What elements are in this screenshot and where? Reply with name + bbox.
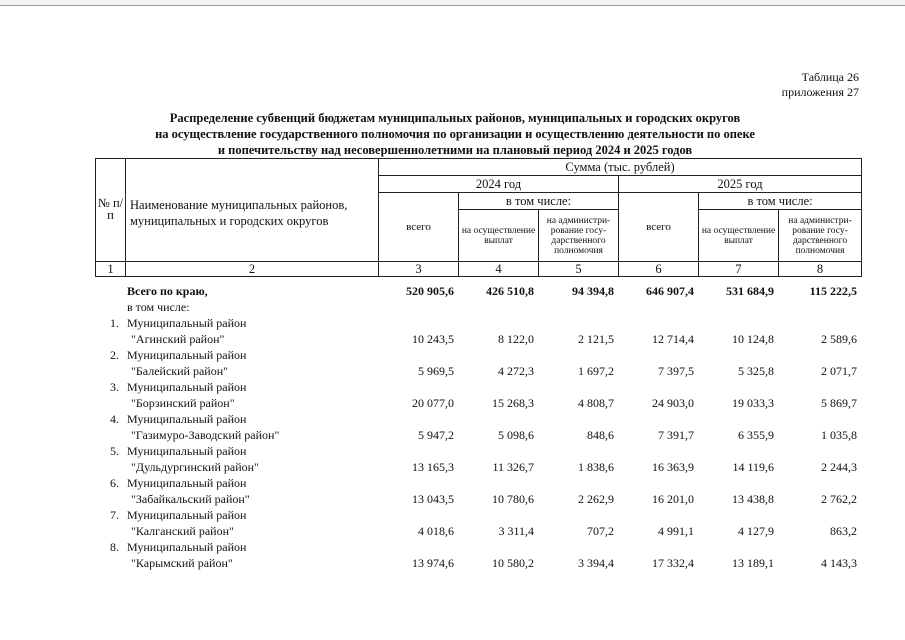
district-type: Муниципальный район <box>127 540 247 554</box>
cell-value: 707,2 <box>587 524 614 538</box>
table-row <box>95 315 861 331</box>
title-line-1: Распределение субвенций бюджетам муниципальных районов, муниципальных и городских округов <box>169 111 741 125</box>
cell-value: 3 394,4 <box>578 556 614 570</box>
table-caption <box>782 70 859 100</box>
cell-value: 5 947,2 <box>418 428 454 442</box>
cell-value: 17 332,4 <box>652 556 694 570</box>
title-line-2: на осуществление государственного полномочия по организации и осуществлению деятельности по опеке <box>155 127 755 141</box>
cell-value: 5 098,6 <box>498 428 534 442</box>
cell-value: 1 697,2 <box>578 364 614 378</box>
table-body <box>95 283 861 315</box>
header-total-2024: всего <box>379 193 459 262</box>
cell-value: 16 201,0 <box>652 492 694 506</box>
cell-value: 13 189,1 <box>732 556 774 570</box>
district-name: "Калганский район" <box>131 524 234 538</box>
header-year-2024: 2024 год <box>379 176 619 193</box>
header-incl-2024: в том числе: <box>459 193 619 210</box>
subsidy-table <box>95 158 861 571</box>
cell-value: 13 438,8 <box>732 492 774 506</box>
cell-value: 20 077,0 <box>412 396 454 410</box>
total-value: 531 684,9 <box>726 284 774 298</box>
header-admin-2025: на администри-рование госу-дарственного полномочия <box>779 210 862 262</box>
caption-appendix: приложения 27 <box>781 85 859 99</box>
table-row <box>95 379 861 395</box>
cell-value: 10 780,6 <box>492 492 534 506</box>
header-num: № п/п <box>96 159 126 262</box>
cell-value: 4 808,7 <box>578 396 614 410</box>
cell-value: 7 397,5 <box>658 364 694 378</box>
district-name: "Карымский район" <box>131 556 233 570</box>
cell-value: 19 033,3 <box>732 396 774 410</box>
table-row <box>95 363 861 379</box>
cell-value: 13 043,5 <box>412 492 454 506</box>
cell-value: 3 311,4 <box>498 524 534 538</box>
cell-value: 2 762,2 <box>821 492 857 506</box>
total-value: 94 394,8 <box>572 284 614 298</box>
cell-value: 4 272,3 <box>498 364 534 378</box>
total-value: 426 510,8 <box>486 284 534 298</box>
header-total-2025: всего <box>619 193 699 262</box>
header-incl-2025: в том числе: <box>699 193 862 210</box>
table-row <box>95 523 861 539</box>
cell-value: 10 124,8 <box>732 332 774 346</box>
district-type: Муниципальный район <box>127 316 247 330</box>
district-name: "Дульдургинский район" <box>131 460 259 474</box>
cell-value: 8 122,0 <box>498 332 534 346</box>
column-number-row <box>96 262 862 277</box>
cell-value: 16 363,9 <box>652 460 694 474</box>
header-payments-2025: на осуществление выплат <box>699 210 779 262</box>
district-name: "Борзинский район" <box>131 396 235 410</box>
cell-value: 4 143,3 <box>821 556 857 570</box>
cell-value: 7 391,7 <box>658 428 694 442</box>
header-name: Наименование муниципальных районов, муниципальных и городских округов <box>126 159 379 262</box>
cell-value: 13 165,3 <box>412 460 454 474</box>
table-row <box>95 411 861 427</box>
table-header <box>95 158 862 277</box>
cell-value: 2 589,6 <box>821 332 857 346</box>
table-row <box>95 347 861 363</box>
district-type: Муниципальный район <box>127 412 247 426</box>
table-row <box>95 443 861 459</box>
cell-value: 13 974,6 <box>412 556 454 570</box>
table-row <box>95 427 861 443</box>
district-name: "Забайкальский район" <box>131 492 250 506</box>
total-value: 115 222,5 <box>809 284 857 298</box>
row-number: 6. <box>110 476 119 490</box>
header-admin-2024: на администри-рование госу-дарственного полномочия <box>539 210 619 262</box>
colnum: 7 <box>699 262 779 277</box>
cell-value: 24 903,0 <box>652 396 694 410</box>
district-type: Муниципальный район <box>127 476 247 490</box>
total-value: 646 907,4 <box>646 284 694 298</box>
table-row <box>95 491 861 507</box>
cell-value: 1 838,6 <box>578 460 614 474</box>
cell-value: 2 244,3 <box>821 460 857 474</box>
table-row <box>95 331 861 347</box>
cell-value: 12 714,4 <box>652 332 694 346</box>
colnum: 4 <box>459 262 539 277</box>
row-number: 5. <box>110 444 119 458</box>
table-row <box>95 507 861 523</box>
title-line-3: и попечительству над несовершеннолетними на плановый период 2024 и 2025 годов <box>217 143 693 157</box>
total-row <box>95 283 861 299</box>
table-row <box>95 475 861 491</box>
cell-value: 10 243,5 <box>412 332 454 346</box>
header-year-2025: 2025 год <box>619 176 862 193</box>
district-name: "Балейский район" <box>131 364 229 378</box>
cell-value: 5 325,8 <box>738 364 774 378</box>
row-number: 7. <box>110 508 119 522</box>
cell-value: 1 035,8 <box>821 428 857 442</box>
cell-value: 10 580,2 <box>492 556 534 570</box>
header-payments-2024: на осуществление выплат <box>459 210 539 262</box>
district-type: Муниципальный район <box>127 380 247 394</box>
district-type: Муниципальный район <box>127 348 247 362</box>
cell-value: 4 127,9 <box>738 524 774 538</box>
cell-value: 848,6 <box>587 428 614 442</box>
table-row <box>95 539 861 555</box>
cell-value: 4 991,1 <box>658 524 694 538</box>
colnum: 8 <box>779 262 862 277</box>
row-number: 3. <box>110 380 119 394</box>
cell-value: 15 268,3 <box>492 396 534 410</box>
caption-table-number: Таблица 26 <box>801 70 859 84</box>
cell-value: 2 262,9 <box>578 492 614 506</box>
colnum: 2 <box>126 262 379 277</box>
cell-value: 11 326,7 <box>492 460 534 474</box>
district-name: "Газимуро-Заводский район" <box>131 428 280 442</box>
table-row <box>95 555 861 571</box>
row-number: 4. <box>110 412 119 426</box>
district-rows <box>95 315 861 571</box>
table-row <box>95 459 861 475</box>
colnum: 6 <box>619 262 699 277</box>
row-number: 2. <box>110 348 119 362</box>
page-top-edge <box>0 0 905 6</box>
cell-value: 2 071,7 <box>821 364 857 378</box>
district-type: Муниципальный район <box>127 444 247 458</box>
district-name: "Агинский район" <box>131 332 225 346</box>
table-row <box>95 395 861 411</box>
district-type: Муниципальный район <box>127 508 247 522</box>
document-title <box>80 110 830 158</box>
cell-value: 6 355,9 <box>738 428 774 442</box>
colnum: 5 <box>539 262 619 277</box>
cell-value: 4 018,6 <box>418 524 454 538</box>
cell-value: 14 119,6 <box>732 460 774 474</box>
cell-value: 5 969,5 <box>418 364 454 378</box>
total-label: Всего по краю, <box>127 284 208 298</box>
row-number: 1. <box>110 316 119 330</box>
incl-row <box>95 299 861 315</box>
cell-value: 5 869,7 <box>821 396 857 410</box>
total-value: 520 905,6 <box>406 284 454 298</box>
cell-value: 863,2 <box>830 524 857 538</box>
header-sum: Сумма (тыс. рублей) <box>379 159 862 176</box>
colnum: 3 <box>379 262 459 277</box>
colnum: 1 <box>96 262 126 277</box>
cell-value: 2 121,5 <box>578 332 614 346</box>
incl-label: в том числе: <box>127 300 190 314</box>
row-number: 8. <box>110 540 119 554</box>
